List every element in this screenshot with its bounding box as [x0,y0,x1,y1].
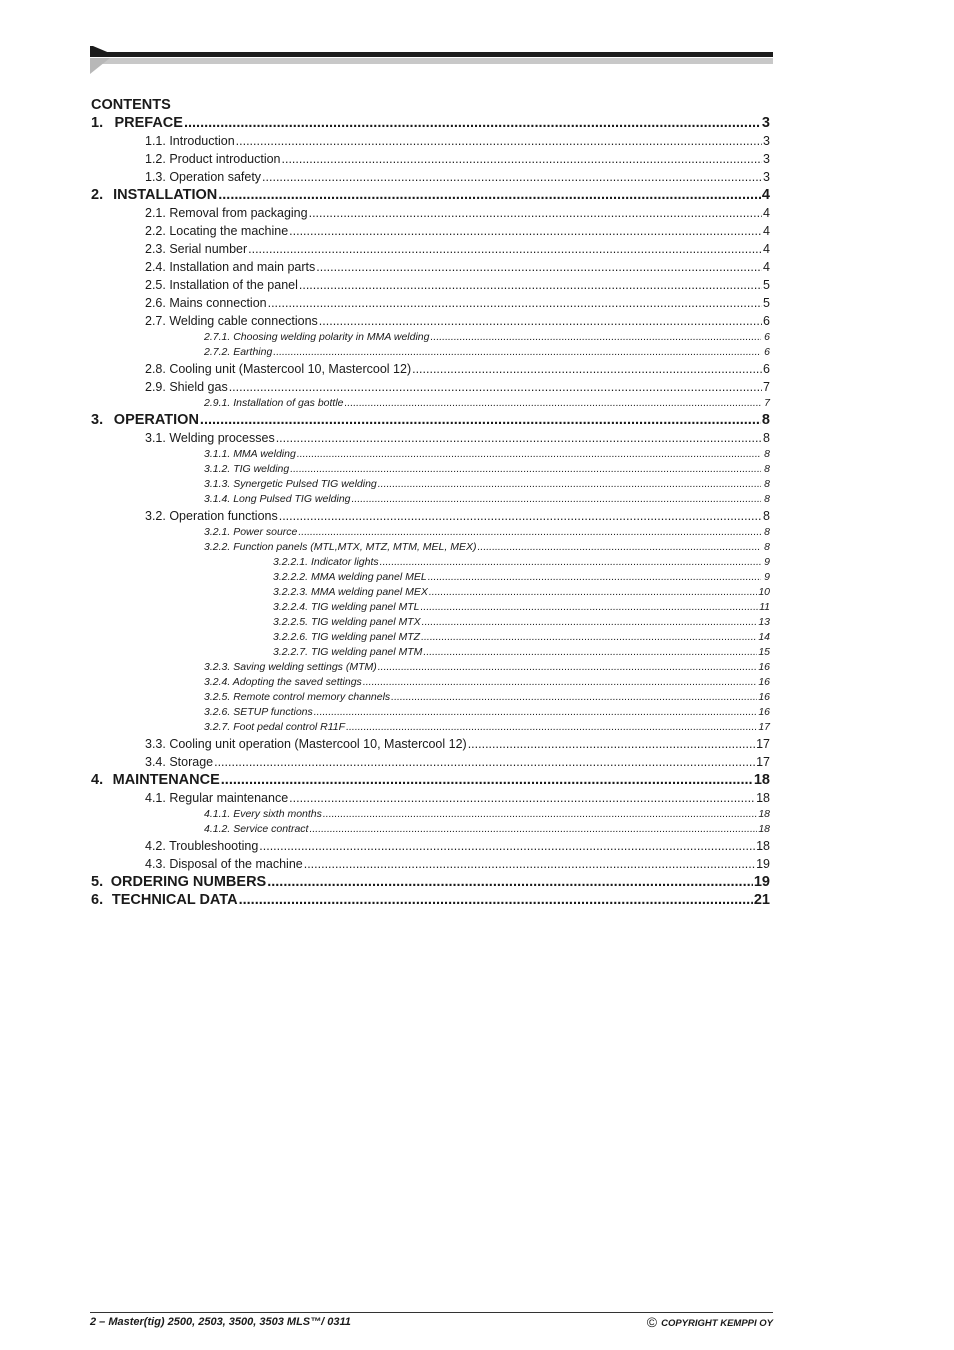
toc-entry-level-3[interactable] [91,675,770,690]
toc-leader-dots [421,600,759,615]
toc-entry-level-4[interactable] [91,600,770,615]
toc-entry-title: 2.3. Serial number [145,242,248,256]
toc-entry-page-number: 6 [763,362,770,376]
toc-entry-page-number: 18 [758,823,770,835]
toc-entry-page-number: 4 [761,187,770,203]
toc-entry-page-number: 15 [758,646,770,658]
toc-entry-level-2[interactable] [91,294,770,312]
toc-entry-page-number: 18 [758,808,770,820]
toc-leader-dots [378,477,761,492]
footer-copyright-text: COPYRIGHT KEMPPI OY [661,1318,773,1329]
toc-entry-page-number: 16 [758,661,770,673]
toc-leader-dots [276,429,762,447]
toc-entry-title: 2.7.1. Choosing welding polarity in MMA welding [204,331,430,343]
toc-entry-page-number: 8 [761,412,770,428]
toc-leader-dots [297,447,761,462]
toc-leader-dots [391,690,757,705]
toc-entry-title: INSTALLATION [113,187,218,203]
toc-entry-page-number: 8 [764,526,770,538]
toc-entry-level-1[interactable] [91,411,770,429]
toc-entry-level-3[interactable] [91,462,770,477]
toc-entry-level-3[interactable] [91,705,770,720]
toc-entry-page-number: 3 [763,134,770,148]
page-footer [90,1312,773,1330]
toc-entry-title: 3.2.2.1. Indicator lights [273,556,379,568]
toc-entry-title: 2.9. Shield gas [145,380,228,394]
toc-list [91,114,770,909]
toc-entry-title: 3.2.5. Remote control memory channels [204,691,391,703]
toc-entry-title: 3.2.6. SETUP functions [204,706,313,718]
toc-entry-page-number: 18 [756,791,770,805]
toc-entry-page-number: 9 [764,571,770,583]
footer-copyright [647,1314,773,1330]
toc-entry-title: 2.7.2. Earthing [204,346,273,358]
toc-entry-title: 1.2. Product introduction [145,152,281,166]
toc-entry-page-number: 8 [764,478,770,490]
toc-entry-level-2[interactable] [91,222,770,240]
toc-leader-dots [345,396,761,411]
toc-entry-page-number: 3 [763,170,770,184]
toc-entry-page-number: 8 [764,463,770,475]
toc-entry-page-number: 8 [764,448,770,460]
toc-entry-level-2[interactable] [91,240,770,258]
toc-entry-title: 3.3. Cooling unit operation (Mastercool 10, Mastercool 12) [145,737,467,751]
toc-entry-level-3[interactable] [91,822,770,837]
toc-entry-page-number: 18 [756,839,770,853]
toc-entry-page-number: 16 [758,676,770,688]
toc-entry-page-number: 9 [764,556,770,568]
toc-leader-dots [218,186,761,204]
toc-leader-dots [248,240,762,258]
toc-entry-title: 4.2. Troubleshooting [145,839,259,853]
toc-entry-level-4[interactable] [91,630,770,645]
toc-entry-number: 6. [91,892,104,908]
toc-entry-title: 3.1.3. Synergetic Pulsed TIG welding [204,478,377,490]
toc-entry-page-number: 6 [764,331,770,343]
toc-entry-title: OPERATION [113,412,199,428]
toc-entry-level-2[interactable] [91,855,770,873]
toc-entry-title: 3.2.3. Saving welding settings (MTM) [204,661,377,673]
toc-entry-level-3[interactable] [91,540,770,555]
toc-entry-title: 2.9.1. Installation of gas bottle [204,397,344,409]
toc-entry-level-4[interactable] [91,645,770,660]
toc-entry-page-number: 10 [758,586,770,598]
toc-entry-title: 3.2.1. Power source [204,526,298,538]
toc-entry-title: 2.5. Installation of the panel [145,278,298,292]
toc-entry-level-1[interactable] [91,891,770,909]
toc-entry-title: ORDERING NUMBERS [110,874,267,890]
toc-entry-level-3[interactable] [91,330,770,345]
toc-leader-dots [279,507,762,525]
toc-entry-page-number: 7 [764,397,770,409]
toc-leader-dots [273,345,761,360]
toc-entry-page-number: 18 [753,772,770,788]
toc-entry-level-2[interactable] [91,753,770,771]
toc-leader-dots [200,411,761,429]
toc-leader-dots [289,789,755,807]
toc-entry-title: 3.2.2. Function panels (MTL,MTX, MTZ, MTM, MEL, MEX) [204,541,477,553]
toc-entry-level-2[interactable] [91,429,770,447]
toc-entry-level-2[interactable] [91,312,770,330]
toc-entry-title: 2.6. Mains connection [145,296,267,310]
toc-entry-page-number: 4 [763,206,770,220]
toc-entry-title: 3.2.2.5. TIG welding panel MTX [273,616,421,628]
toc-leader-dots [262,168,762,186]
toc-entry-page-number: 13 [758,616,770,628]
toc-entry-level-3[interactable] [91,345,770,360]
toc-entry-page-number: 7 [763,380,770,394]
toc-leader-dots [299,276,762,294]
toc-entry-page-number: 16 [758,691,770,703]
toc-entry-title: 3.2.2.2. MMA welding panel MEL [273,571,427,583]
toc-entry-level-1[interactable] [91,873,770,891]
toc-entry-level-2[interactable] [91,360,770,378]
toc-leader-dots [289,222,762,240]
toc-entry-page-number: 8 [763,431,770,445]
toc-leader-dots [229,378,762,396]
toc-entry-level-1[interactable] [91,186,770,204]
toc-leader-dots [268,294,762,312]
toc-entry-page-number: 6 [763,314,770,328]
toc-entry-title: 4.1.1. Every sixth months [204,808,322,820]
toc-entry-title: 3.2. Operation functions [145,509,278,523]
toc-entry-title: 3.1.4. Long Pulsed TIG welding [204,493,351,505]
toc-entry-page-number: 4 [763,224,770,238]
toc-leader-dots [363,675,758,690]
toc-entry-level-2[interactable] [91,837,770,855]
toc-entry-level-3[interactable] [91,477,770,492]
toc-entry-page-number: 11 [759,601,770,613]
toc-leader-dots [468,735,755,753]
toc-entry-level-2[interactable] [91,258,770,276]
toc-entry-title: 3.2.2.4. TIG welding panel MTL [273,601,420,613]
toc-entry-level-2[interactable] [91,789,770,807]
toc-entry-title: 1.1. Introduction [145,134,235,148]
page-header-band [90,44,773,76]
toc-entry-page-number: 5 [763,278,770,292]
toc-entry-page-number: 4 [763,260,770,274]
toc-entry-title: 3.1.1. MMA welding [204,448,296,460]
toc-leader-dots [290,462,761,477]
toc-entry-level-3[interactable] [91,720,770,735]
toc-entry-page-number: 17 [756,755,770,769]
toc-leader-dots [214,753,755,771]
toc-leader-dots [428,570,761,585]
toc-leader-dots [259,837,755,855]
toc-entry-page-number: 19 [756,857,770,871]
toc-entry-number: 3. [91,412,104,428]
toc-entry-page-number: 14 [758,631,770,643]
toc-entry-title: 2.8. Cooling unit (Mastercool 10, Mastercool 12) [145,362,412,376]
toc-leader-dots [380,555,761,570]
toc-entry-level-2[interactable] [91,735,770,753]
toc-entry-page-number: 4 [763,242,770,256]
toc-leader-dots [239,891,753,909]
toc-entry-title: 3.1. Welding processes [145,431,275,445]
toc-entry-level-2[interactable] [91,132,770,150]
contents-heading: CONTENTS [91,97,171,113]
toc-entry-title: PREFACE [114,115,183,131]
toc-leader-dots [421,630,757,645]
toc-entry-title: 4.1. Regular maintenance [145,791,289,805]
toc-entry-level-1[interactable] [91,114,770,132]
toc-entry-title: 3.2.2.6. TIG welding panel MTZ [273,631,421,643]
toc-entry-title: MAINTENANCE [112,772,220,788]
toc-entry-level-2[interactable] [91,204,770,222]
toc-entry-title: 3.2.2.3. MMA welding panel MEX [273,586,428,598]
toc-entry-level-2[interactable] [91,168,770,186]
toc-entry-title: 4.1.2. Service contract [204,823,309,835]
toc-entry-number: 2. [91,187,104,203]
toc-entry-title: 2.4. Installation and main parts [145,260,316,274]
toc-entry-title: 3.4. Storage [145,755,214,769]
toc-leader-dots [309,204,762,222]
toc-leader-dots [316,258,762,276]
toc-entry-level-4[interactable] [91,570,770,585]
toc-entry-title: 3.1.2. TIG welding [204,463,290,475]
toc-entry-level-3[interactable] [91,447,770,462]
toc-entry-page-number: 16 [758,706,770,718]
toc-leader-dots [346,720,757,735]
toc-entry-level-2[interactable] [91,378,770,396]
toc-leader-dots [298,525,761,540]
toc-entry-level-3[interactable] [91,396,770,411]
toc-entry-page-number: 3 [761,115,770,131]
toc-leader-dots [323,807,757,822]
toc-entry-level-3[interactable] [91,525,770,540]
toc-leader-dots [430,330,761,345]
toc-leader-dots [429,585,757,600]
copyright-icon: © [646,1314,658,1330]
toc-entry-level-2[interactable] [91,276,770,294]
toc-entry-level-3[interactable] [91,807,770,822]
toc-entry-title: 3.2.7. Foot pedal control R11F [204,721,346,733]
toc-entry-level-3[interactable] [91,660,770,675]
toc-leader-dots [314,705,758,720]
toc-entry-page-number: 8 [764,541,770,553]
toc-entry-page-number: 19 [753,874,770,890]
header-stripe-graphic [90,44,773,76]
toc-entry-level-3[interactable] [91,492,770,507]
toc-entry-page-number: 8 [763,509,770,523]
toc-leader-dots [221,771,753,789]
toc-leader-dots [267,873,753,891]
toc-entry-page-number: 8 [764,493,770,505]
toc-entry-level-4[interactable] [91,615,770,630]
toc-entry-page-number: 21 [753,892,770,908]
toc-leader-dots [184,114,761,132]
toc-entry-number: 5. [91,874,104,890]
table-of-contents [91,96,770,909]
toc-entry-title: 2.1. Removal from packaging [145,206,308,220]
toc-leader-dots [378,660,758,675]
toc-entry-page-number: 17 [756,737,770,751]
toc-leader-dots [477,540,761,555]
toc-entry-level-3[interactable] [91,690,770,705]
toc-leader-dots [422,615,758,630]
toc-entry-title: 3.2.2.7. TIG welding panel MTM [273,646,423,658]
toc-entry-number: 1. [91,115,104,131]
footer-page-label: 2 – Master(tig) 2500, 2503, 3500, 3503 MLS™/ 0311 [90,1316,351,1328]
toc-entry-title: 3.2.4. Adopting the saved settings [204,676,362,688]
toc-leader-dots [352,492,761,507]
toc-entry-page-number: 6 [764,346,770,358]
toc-leader-dots [319,312,762,330]
toc-entry-title: TECHNICAL DATA [111,892,238,908]
toc-leader-dots [236,132,762,150]
toc-entry-level-1[interactable] [91,771,770,789]
toc-entry-page-number: 3 [763,152,770,166]
toc-entry-level-4[interactable] [91,585,770,600]
toc-leader-dots [423,645,757,660]
toc-leader-dots [412,360,762,378]
toc-entry-level-2[interactable] [91,150,770,168]
toc-entry-level-2[interactable] [91,507,770,525]
toc-entry-title: 4.3. Disposal of the machine [145,857,303,871]
toc-entry-level-4[interactable] [91,555,770,570]
toc-entry-title: 2.7. Welding cable connections [145,314,318,328]
toc-leader-dots [304,855,755,873]
toc-entry-title: 1.3. Operation safety [145,170,262,184]
toc-leader-dots [309,822,757,837]
toc-leader-dots [282,150,763,168]
toc-entry-title: 2.2. Locating the machine [145,224,289,238]
toc-entry-page-number: 5 [763,296,770,310]
toc-entry-number: 4. [91,772,104,788]
toc-entry-page-number: 17 [758,721,770,733]
